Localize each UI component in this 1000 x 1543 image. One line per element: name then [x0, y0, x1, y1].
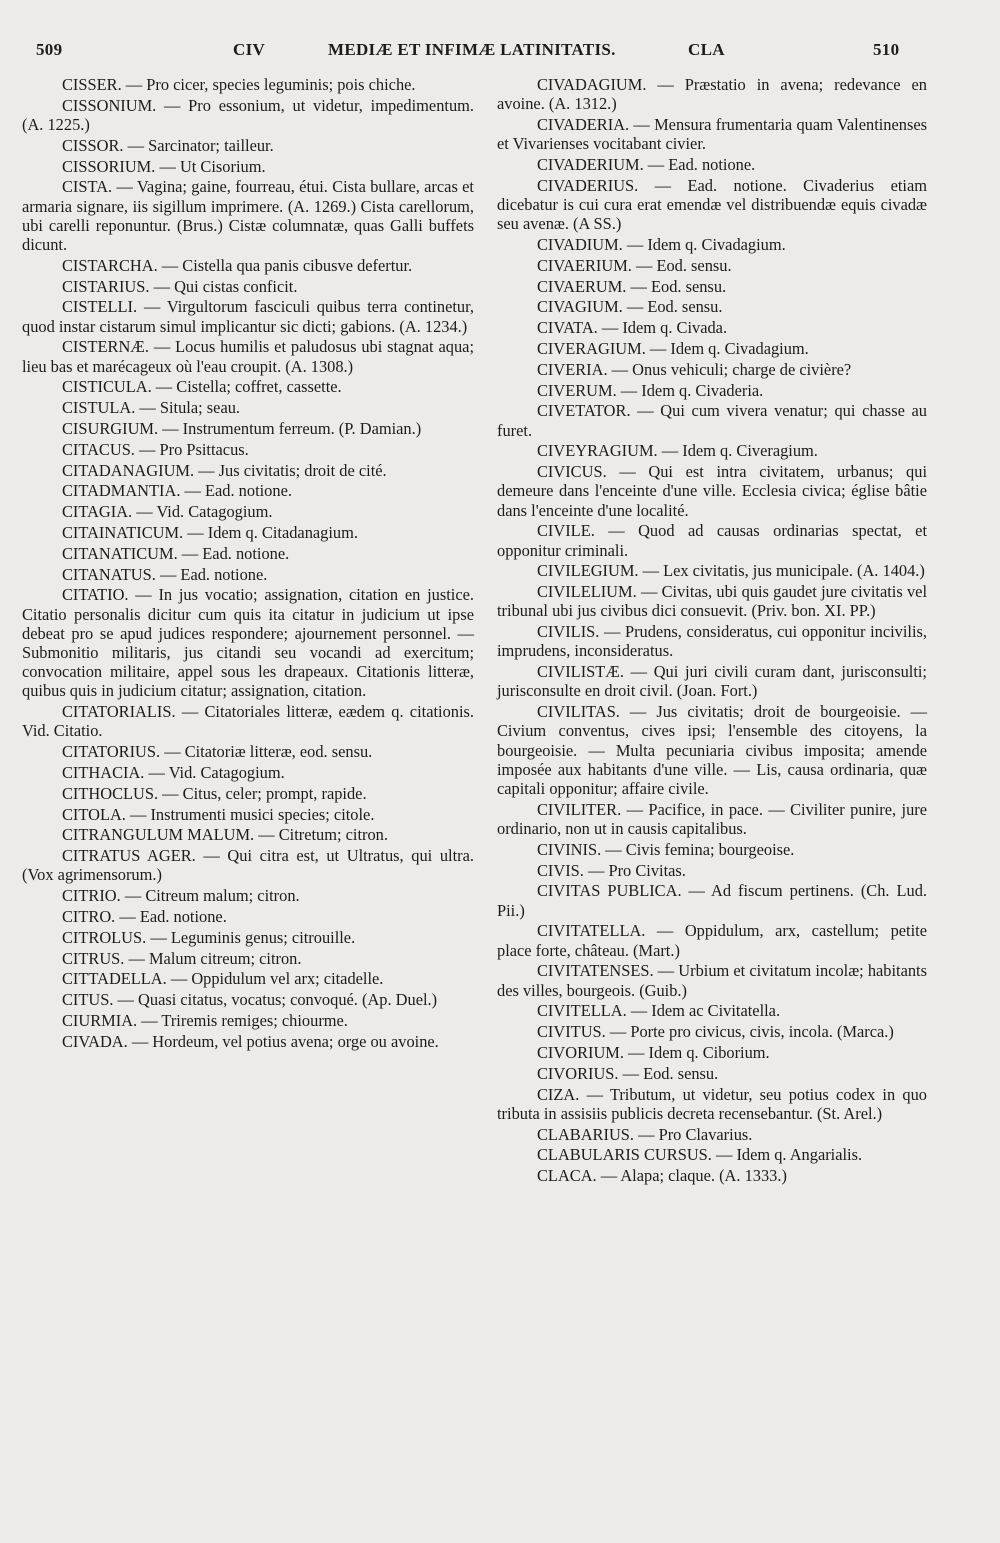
dictionary-entry: CISTULA. — Situla; seau.: [62, 398, 241, 418]
dictionary-entry: CIURMIA. — Triremis remiges; chiourme.: [62, 1010, 348, 1030]
dictionary-entry: CITOLA. — Instrumenti musici species; citole.: [62, 804, 375, 824]
dictionary-entry: CIVADA. — Hordeum, vel potius avena; orge ou avoine.: [62, 1031, 439, 1051]
dictionary-entry: CIVITATELLA. — Oppidulum, arx, castellum; petite place forte, château. (Mart.): [497, 921, 927, 960]
dictionary-entry: CITHOCLUS. — Citus, celer; prompt, rapide.: [62, 783, 367, 803]
dictionary-entry: CISSOR. — Sarcinator; tailleur.: [62, 135, 274, 155]
dictionary-entry: CIVAGIUM. — Eod. sensu.: [537, 297, 723, 317]
dictionary-entry: CISTARCHA. — Cistella qua panis cibusve defertur.: [62, 255, 413, 275]
dictionary-entry: CIVADAGIUM. — Præstatio in avena; redevance en avoine. (A. 1312.): [497, 75, 927, 114]
dictionary-entry: CISTICULA. — Cistella; coffret, cassette.: [62, 377, 342, 397]
dictionary-entry: CIVILE. — Quod ad causas ordinarias spectat, et opponitur criminali.: [497, 521, 927, 560]
dictionary-entry: CIVITUS. — Porte pro civicus, civis, incola. (Marca.): [537, 1022, 894, 1042]
dictionary-entry: CIVITATENSES. — Urbium et civitatum incolæ; habitants des villes, bourgeois. (Guib.): [497, 961, 927, 1000]
dictionary-entry: CIVERUM. — Idem q. Civaderia.: [537, 380, 764, 400]
right-column: [497, 75, 927, 1187]
dictionary-entry: CIVEYRAGIUM. — Idem q. Civeragium.: [537, 441, 818, 461]
dictionary-entry: CIVILITAS. — Jus civitatis; droit de bourgeoisie. — Civium conventus, cives ipsi; l'ensemble des citoyens, la bourgeoisie. — Multa pecuniaria civibus imposita; amende imposée aux habitants d'une ville. — Lis, causa ordinaria, quæ capitali opponitur; affaire civile.: [497, 702, 927, 798]
dictionary-entry: CIVILISTÆ. — Qui juri civili curam dant, jurisconsulti; jurisconsulte en droit civil. (Joan. Fort.): [497, 662, 927, 701]
dictionary-entry: CITRUS. — Malum citreum; citron.: [62, 948, 302, 968]
dictionary-entry: CIVITELLA. — Idem ac Civitatella.: [537, 1001, 781, 1021]
dictionary-entry: CITTADELLA. — Oppidulum vel arx; citadelle.: [62, 969, 384, 989]
dictionary-entry: CITAINATICUM. — Idem q. Citadanagium.: [62, 522, 358, 542]
dictionary-entry: CISTA. — Vagina; gaine, fourreau, étui. Cista bullare, arcas et armaria signare, iis sigillum imprimere. (A. 1269.) Cista carellorum, ubi carelli reponuntur. (Brus.) Cistæ columnatæ, quas Galli buffets dicunt.: [22, 177, 474, 254]
left-guide-word: CIV: [233, 40, 266, 59]
dictionary-entry: CIVILIS. — Prudens, consideratus, cui opponitur incivilis, imprudens, inconsideratus.: [497, 622, 927, 661]
dictionary-entry: CITANATICUM. — Ead. notione.: [62, 543, 290, 563]
dictionary-entry: CITROLUS. — Leguminis genus; citrouille.: [62, 927, 356, 947]
dictionary-entry: CIVILITER. — Pacifice, in pace. — Civiliter punire, jure ordinario, non ut in causis capitalibus.: [497, 799, 927, 838]
dictionary-entry: CIVADERIUS. — Ead. notione. Civaderius etiam dicebatur is cui cura erat emendæ vel distribuendæ equis civadæ seu avenæ. (A SS.): [497, 175, 927, 234]
dictionary-entry: CITRANGULUM MALUM. — Citretum; citron.: [62, 825, 388, 845]
dictionary-entry: CIVORIUM. — Idem q. Ciborium.: [537, 1042, 770, 1062]
dictionary-entry: CITADMANTIA. — Ead. notione.: [62, 481, 292, 501]
page-number-right: 510: [873, 40, 900, 59]
dictionary-entry: CIVIS. — Pro Civitas.: [537, 860, 686, 880]
dictionary-entry: CIVAERUM. — Eod. sensu.: [537, 276, 727, 296]
dictionary-entry: CISURGIUM. — Instrumentum ferreum. (P. Damian.): [62, 418, 422, 438]
dictionary-entry: CITRO. — Ead. notione.: [62, 906, 227, 926]
dictionary-entry: CITHACIA. — Vid. Catagogium.: [62, 762, 285, 782]
dictionary-entry: CIVERIA. — Onus vehiculi; charge de civière?: [537, 359, 852, 379]
dictionary-entry: CIVILELIUM. — Civitas, ubi quis gaudet jure civitatis vel tribunal ubi jus civibus dici consuevit. (Priv. bon. XI. PP.): [497, 582, 927, 621]
dictionary-entry: CISTARIUS. — Qui cistas conficit.: [62, 276, 298, 296]
dictionary-entry: CITADANAGIUM. — Jus civitatis; droit de cité.: [62, 460, 387, 480]
dictionary-entry: CIVINIS. — Civis femina; bourgeoise.: [537, 839, 795, 859]
dictionary-entry: CIVAERIUM. — Eod. sensu.: [537, 255, 732, 275]
dictionary-entry: CITATORIUS. — Citatoriæ litteræ, eod. sensu.: [62, 742, 373, 762]
dictionary-entry: CIZA. — Tributum, ut videtur, seu potius codex in quo tributa in assisiis publicis decreta recensebantur. (St. Arel.): [497, 1084, 927, 1123]
dictionary-entry: CITATORIALIS. — Citatoriales litteræ, eædem q. citationis. Vid. Citatio.: [22, 702, 474, 741]
page-number-left: 509: [36, 40, 63, 59]
dictionary-entry: CIVATA. — Idem q. Civada.: [537, 318, 728, 338]
dictionary-entry: CIVILEGIUM. — Lex civitatis, jus municipale. (A. 1404.): [537, 561, 925, 581]
dictionary-entry: CLABULARIS CURSUS. — Idem q. Angarialis.: [537, 1145, 863, 1165]
dictionary-entry: CITRATUS AGER. — Qui citra est, ut Ultratus, qui ultra. (Vox agrimensorum.): [22, 846, 474, 885]
running-header: [0, 40, 1000, 68]
dictionary-entry: CLABARIUS. — Pro Clavarius.: [537, 1124, 753, 1144]
dictionary-entry: CIVETATOR. — Qui cum vivera venatur; qui chasse au furet.: [497, 401, 927, 440]
dictionary-entry: CIVITAS PUBLICA. — Ad fiscum pertinens. (Ch. Lud. Pii.): [497, 881, 927, 920]
dictionary-entry: CITATIO. — In jus vocatio; assignation, citation en justice. Citatio personalis dicitur cum quis ita citatur in judicium ut ipse debeat pro se apud judices respondere; ajournement personnel. — Submonitio militaris, jus citandi seu vocandi ad exercitum; convocation militaire, appel sous les drapeaux. Citationis litteræ, quibus quis in judicium citatur; assignation, citation.: [22, 585, 474, 701]
dictionary-entry: CITAGIA. — Vid. Catagogium.: [62, 502, 273, 522]
dictionary-entry: CIVADERIA. — Mensura frumentaria quam Valentinenses et Vivarienses vocitabant civier.: [497, 115, 927, 154]
dictionary-entry: CITACUS. — Pro Psittacus.: [62, 439, 249, 459]
dictionary-entry: CIVERAGIUM. — Idem q. Civadagium.: [537, 338, 809, 358]
right-guide-word: CLA: [688, 40, 725, 59]
dictionary-entry: CLACA. — Alapa; claque. (A. 1333.): [537, 1166, 787, 1186]
dictionary-entry: CISTELLI. — Virgultorum fasciculi quibus terra continetur, quod instar cistarum simul implicantur sic dicti; gabions. (A. 1234.): [22, 297, 474, 336]
dictionary-entry: CIVICUS. — Qui est intra civitatem, urbanus; qui demeure dans l'enceinte d'une ville. Ecclesia civica; église bâtie dans l'enceinte d'une localité.: [497, 462, 927, 520]
dictionary-entry: CIVADIUM. — Idem q. Civadagium.: [537, 235, 786, 254]
left-column: [22, 75, 474, 1053]
dictionary-entry: CISSORIUM. — Ut Cisorium.: [62, 156, 266, 176]
dictionary-entry: CIVORIUS. — Eod. sensu.: [537, 1063, 719, 1083]
dictionary-entry: CITUS. — Quasi citatus, vocatus; convoqué. (Ap. Duel.): [62, 990, 438, 1010]
dictionary-entry: CIVADERIUM. — Ead. notione.: [537, 155, 756, 174]
dictionary-entry: CISSONIUM. — Pro essonium, ut videtur, impedimentum. (A. 1225.): [22, 95, 474, 134]
dictionary-entry: CISTERNÆ. — Locus humilis et paludosus ubi stagnat aqua; lieu bas et marécageux où l'eau croupit. (A. 1308.): [22, 337, 474, 376]
dictionary-entry: CISSER. — Pro cicer, species leguminis; pois chiche.: [62, 75, 416, 94]
dictionary-entry: CITANATUS. — Ead. notione.: [62, 564, 268, 584]
dictionary-entry: CITRIO. — Citreum malum; citron.: [62, 886, 300, 906]
running-title: MEDIÆ ET INFIMÆ LATINITATIS.: [328, 40, 616, 59]
